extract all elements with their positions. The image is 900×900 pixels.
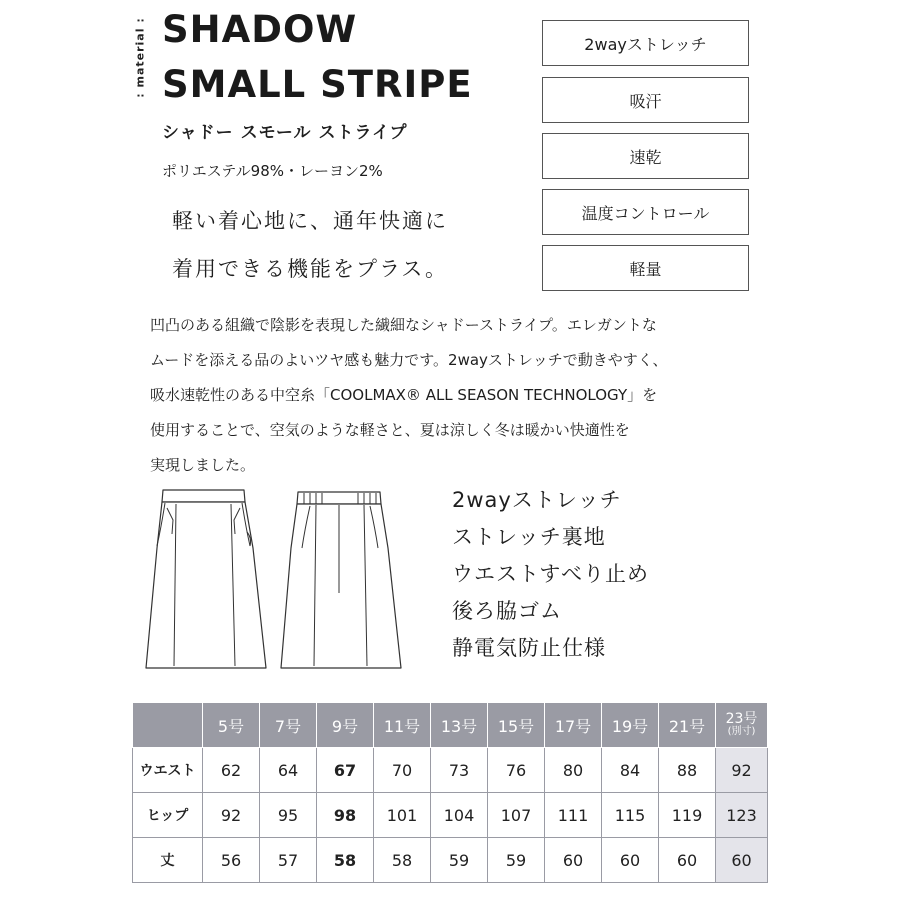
table-cell: 119 — [659, 793, 716, 838]
table-cell: 58 — [317, 838, 374, 883]
table-cell: 80 — [545, 748, 602, 793]
fabric-composition: ポリエステル98%・レーヨン2% — [162, 162, 383, 180]
catch-copy-line-1: 軽い着心地に、通年快適に — [172, 209, 448, 233]
table-cell: 84 — [602, 748, 659, 793]
table-cell: 64 — [260, 748, 317, 793]
table-cell: 62 — [203, 748, 260, 793]
description — [150, 308, 770, 483]
table-cell: 58 — [374, 838, 431, 883]
size-header-label: 23号 — [725, 711, 758, 727]
table-cell: 92 — [716, 748, 768, 793]
table-cell: 73 — [431, 748, 488, 793]
description-line: 吸水速乾性のある中空糸「COOLMAX® ALL SEASON TECHNOLOGY」を — [150, 386, 658, 404]
size-header: 19号 — [602, 703, 659, 748]
table-cell: 123 — [716, 793, 768, 838]
table-cell: 76 — [488, 748, 545, 793]
size-header-special — [716, 703, 768, 748]
table-cell: 115 — [602, 793, 659, 838]
size-header: 9号 — [317, 703, 374, 748]
description-line: 使用することで、空気のような軽さと、夏は涼しく冬は暖かい快適性を — [150, 421, 630, 439]
feature-box-sweat: 吸汗 — [542, 77, 749, 123]
table-cell: 60 — [545, 838, 602, 883]
feature-box-stretch: 2wayストレッチ — [542, 20, 749, 66]
table-cell: 104 — [431, 793, 488, 838]
table-cell: 70 — [374, 748, 431, 793]
table-cell: 60 — [659, 838, 716, 883]
feature-box-lightweight: 軽量 — [542, 245, 749, 291]
spec-item: 静電気防止仕様 — [452, 636, 606, 660]
table-cell: 88 — [659, 748, 716, 793]
size-header: 13号 — [431, 703, 488, 748]
size-header: 7号 — [260, 703, 317, 748]
catch-copy-line-2: 着用できる機能をプラス。 — [172, 257, 448, 281]
table-row-hip — [133, 793, 768, 838]
size-header: 5号 — [203, 703, 260, 748]
skirt-front-illustration — [145, 488, 267, 670]
description-line: ムードを添える品のよいツヤ感も魅力です。2wayストレッチで動きやすく、 — [150, 351, 668, 369]
table-cell: 92 — [203, 793, 260, 838]
table-cell: 95 — [260, 793, 317, 838]
table-cell: 107 — [488, 793, 545, 838]
table-cell: 60 — [602, 838, 659, 883]
table-cell: 57 — [260, 838, 317, 883]
spec-item: 後ろ脇ゴム — [452, 599, 562, 623]
table-corner — [133, 703, 203, 748]
description-line: 実現しました。 — [150, 456, 256, 474]
row-label: 丈 — [133, 838, 203, 883]
spec-list — [452, 482, 649, 667]
spec-item: ストレッチ裏地 — [452, 525, 606, 549]
size-header-row — [133, 703, 768, 748]
feature-box-temperature: 温度コントロール — [542, 189, 749, 235]
table-cell: 59 — [488, 838, 545, 883]
table-row-length — [133, 838, 768, 883]
size-table — [132, 702, 768, 883]
description-line: 凹凸のある組織で陰影を表現した繊細なシャドーストライプ。エレガントな — [150, 316, 657, 334]
spec-item: 2wayストレッチ — [452, 488, 622, 512]
title-line-1: SHADOW — [162, 8, 358, 51]
skirt-back-illustration — [280, 488, 402, 670]
table-cell: 111 — [545, 793, 602, 838]
size-header: 15号 — [488, 703, 545, 748]
table-cell: 98 — [317, 793, 374, 838]
row-label: ウエスト — [133, 748, 203, 793]
size-header: 17号 — [545, 703, 602, 748]
feature-box-quickdry: 速乾 — [542, 133, 749, 179]
table-cell: 67 — [317, 748, 374, 793]
size-header-note: (別寸) — [727, 726, 756, 737]
title-line-2: SMALL STRIPE — [162, 63, 473, 106]
material-label: : material : — [133, 16, 147, 98]
table-cell: 56 — [203, 838, 260, 883]
row-label: ヒップ — [133, 793, 203, 838]
table-cell: 101 — [374, 793, 431, 838]
spec-item: ウエストすべり止め — [452, 562, 649, 586]
size-header: 21号 — [659, 703, 716, 748]
table-cell: 60 — [716, 838, 768, 883]
subtitle-japanese: シャドー スモール ストライプ — [162, 123, 408, 143]
table-cell: 59 — [431, 838, 488, 883]
size-header: 11号 — [374, 703, 431, 748]
table-row-waist — [133, 748, 768, 793]
